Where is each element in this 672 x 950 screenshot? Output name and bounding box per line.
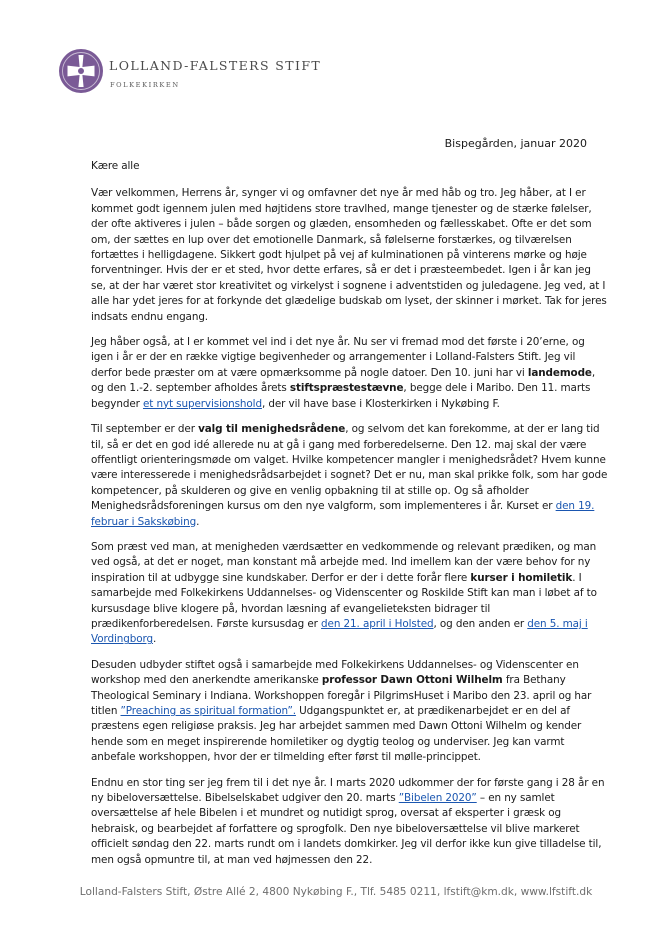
text: fra Bethany Theological Seminary i Indiana. Workshoppen foregår i PilgrimsHuset i Maribo den 23. april og har titlen — [91, 674, 592, 717]
link-preaching-workshop[interactable]: ”Preaching as spiritual formation”. — [120, 705, 296, 717]
link-supervisionshold[interactable]: et nyt supervisionshold — [142, 397, 262, 410]
paragraph-homiletics — [91, 540, 608, 648]
link-holsted-course[interactable]: den 21. april i Holsted — [321, 617, 434, 630]
text: Jeg håber også, at I er kommet vel ind i det nye år. Nu ser vi fremad mod det første i 20’erne, og igen i år er der en række vigtige begivenheder og arrangementer i Lolland-Falsters Stift. Jeg vil derfor bede præster om at være opmærksomme på nogle datoer. Den 10. juni har vi — [91, 336, 585, 379]
link-bibelen-2020[interactable]: ”Bibelen 2020” — [398, 792, 477, 805]
letter-body — [91, 159, 608, 878]
text: Desuden udbyder stiftet også i samarbejde med Folkekirkens Uddannelses- og Videnscenter en workshop med den anerkendte amerikanske — [91, 658, 579, 687]
text: , og den 1.-2. september afholdes årets — [91, 366, 596, 395]
text: Til september er der — [91, 423, 199, 436]
text: , og den anden er — [433, 617, 528, 630]
paragraph-workshop — [91, 658, 608, 766]
letter-date: Bispegården, januar 2020 — [444, 137, 587, 150]
text: – en ny samlet oversættelse af hele Bibelen i et mundret og nutidigt sprog, oversat af eksperter i græsk og hebraisk, og bearbejdet af forfattere og sprogfolk. Den nye bibeloversættelse vil blive markeret officielt søndag den 22. marts rundt om i landets domkirker. Jeg vil derfor ikke kun give tilladelse til, men også opmuntre til, at man ved højmessen den 22. — [91, 792, 602, 866]
bold-landemode: landemode — [527, 366, 592, 379]
text: Endnu en stor ting ser jeg frem til i det nye år. I marts 2020 udkommer der for første gang i 28 år en ny bibeloversættelse. Bibelselskabet udgiver den 20. marts — [91, 776, 605, 805]
organization-name: LOLLAND-FALSTERS STIFT — [109, 58, 322, 73]
organization-subtitle: FOLKEKIRKEN — [110, 81, 180, 89]
text: Som præst ved man, at menigheden værdsætter en vedkommende og relevant prædiken, og man ved også, at det er noget, man konstant må arbejde med. Ind imellem kan der være behov for ny inspiration til at udbygge sine kundskaber. Derfor er der i dette forår flere — [91, 540, 597, 584]
link-vordingborg-course[interactable]: den 5. maj i Vordingborg — [91, 617, 588, 646]
bold-homiletik: kurser i homiletik — [470, 571, 573, 584]
text: , og selvom det kan forekomme, at der er lang tid til, så er det en god idé allerede nu at gå i gang med forberedelserne. Den 12. maj skal der være offentligt orienteringsmøde om valget. Hvilke kompetencer mangler i menighedsrådet? Hvem kunne være interesserede i menighedsrådsarbejdet i sognet? Det er nu, man skal prikke folk, som har gode kompetencer, på skulderen og give en venlig opbakning til at stille op. Og så afholder Menighedsrådsforeningen kursus om den nye valgform, som implementeres i år. Kurset er — [91, 423, 608, 513]
diocese-logo — [58, 48, 104, 94]
text: . — [196, 515, 200, 528]
text: , der vil have base i Klosterkirken i Nykøbing F. — [261, 397, 500, 410]
paragraph-bible — [91, 776, 608, 868]
text: Udgangspunktet er, at prædikenarbejdet er en del af præstens egen religiøse praksis. Jeg har arbejdet sammen med Dawn Ottoni Wilhelm og kender hende som en meget inspirerende homiletiker og dygtig teolog og underviser. Jeg kan varmt anbefale workshoppen, hvor der er tilmelding efter først til mølle-princippet. — [91, 705, 582, 764]
bold-valg: valg til menighedsrådene — [198, 423, 346, 436]
paragraph-election — [91, 422, 608, 530]
link-sakskobing-course[interactable]: den 19. februar i Sakskøbing — [91, 500, 595, 528]
footer-contact: Lolland-Falsters Stift, Østre Allé 2, 4800 Nykøbing F., Tlf. 5485 0211, lfstift@km.dk, www.lfstift.dk — [79, 886, 593, 898]
bold-stiftspraestestaevne: stiftspræstestævne — [289, 382, 404, 395]
text: . I samarbejde med Folkekirkens Uddannelses- og Videnscenter og Roskilde Stift kan man i løbet af to kursusdage blive klogere på, hvordan læsning af evangelieteksten bidrager til prædikenforberedelsen. Første kursusdag er — [91, 571, 597, 630]
greeting: Kære alle — [91, 160, 140, 172]
paragraph-welcome: Vær velkommen, Herrens år, synger vi og omfavner det nye år med håb og tro. Jeg håber, at I er kommet godt igennem julen med højtidens store travlhed, mange tjenester og de stærke følelser, der ofte aktiveres i julen – både sorgen og glæden, ensomheden og fællesskabet. Ofte er det som om, der sættes en lup over det emotionelle Danmark, så følelserne forstærkes, og tilværelsen fortættes i helligdagene. Sikkert godt hjulpet på vej af kulminationen på vinterens mørke og høje forventninger. Hvis der er et sted, hvor dette erfares, så er det i præsteembedet. Igen i år kan jeg se, at der har været stor kreativitet og virkelyst i sognene i adventstiden og juledagene. Jeg ved, at I alle har ydet jeres for at forkynde det glædelige budskab om lyset, der skinner i mørket. Tak for jeres indsats endnu engang. — [91, 187, 607, 323]
text: . — [152, 633, 157, 646]
paragraph-dates — [91, 335, 608, 412]
bold-professor: professor Dawn Ottoni Wilhelm — [321, 674, 503, 687]
text: , begge dele i Maribo. Den 11. marts begynder — [91, 382, 591, 410]
